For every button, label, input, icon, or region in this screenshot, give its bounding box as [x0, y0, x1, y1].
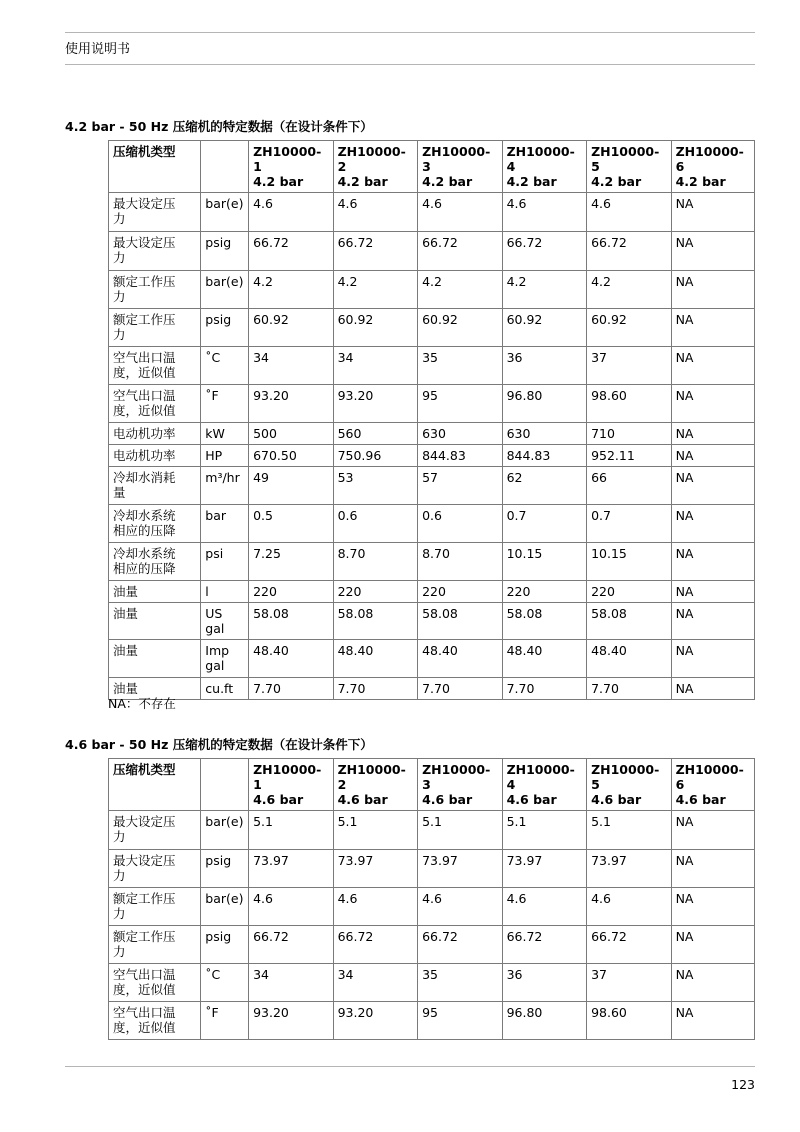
- value-cell: 35: [418, 964, 503, 1002]
- value-cell: 4.2: [587, 271, 672, 309]
- unit-cell: ˚C: [201, 347, 249, 385]
- value-cell: 48.40: [418, 640, 503, 678]
- table-row: [109, 603, 755, 640]
- parameter-cell: 油量: [109, 581, 201, 603]
- value-cell: 93.20: [249, 385, 334, 423]
- value-cell: 4.6: [249, 193, 334, 232]
- parameter-cell: 空气出口温 度，近似值: [109, 385, 201, 423]
- spec-table-4-6-bar: [108, 758, 755, 1040]
- column-header: [201, 141, 249, 193]
- value-cell: 48.40: [502, 640, 587, 678]
- unit-cell: kW: [201, 423, 249, 445]
- value-cell: 73.97: [249, 850, 334, 888]
- value-cell: 62: [502, 467, 587, 505]
- table-row: [109, 581, 755, 603]
- table-row: [109, 385, 755, 423]
- table-row: [109, 467, 755, 505]
- value-cell: 93.20: [333, 1002, 418, 1040]
- header-top-rule: [65, 32, 755, 33]
- value-cell: NA: [671, 603, 754, 640]
- footer-rule: [65, 1066, 755, 1067]
- column-header: 压缩机类型: [109, 759, 201, 811]
- value-cell: 7.70: [333, 678, 418, 700]
- table-row: [109, 811, 755, 850]
- value-cell: 10.15: [587, 543, 672, 581]
- value-cell: NA: [671, 505, 754, 543]
- value-cell: 220: [587, 581, 672, 603]
- value-cell: 220: [418, 581, 503, 603]
- parameter-cell: 冷却水系统 相应的压降: [109, 543, 201, 581]
- unit-cell: bar(e): [201, 811, 249, 850]
- value-cell: NA: [671, 423, 754, 445]
- value-cell: 73.97: [587, 850, 672, 888]
- value-cell: 34: [333, 964, 418, 1002]
- na-note: NA：不存在: [108, 696, 176, 711]
- value-cell: 66: [587, 467, 672, 505]
- value-cell: NA: [671, 467, 754, 505]
- unit-cell: m³/hr: [201, 467, 249, 505]
- column-header: ZH10000-6 4.6 bar: [671, 759, 754, 811]
- value-cell: NA: [671, 543, 754, 581]
- value-cell: NA: [671, 640, 754, 678]
- value-cell: 34: [249, 347, 334, 385]
- value-cell: 58.08: [418, 603, 503, 640]
- column-header: [201, 759, 249, 811]
- unit-cell: Imp gal: [201, 640, 249, 678]
- table-row: [109, 543, 755, 581]
- value-cell: 4.6: [249, 888, 334, 926]
- value-cell: 4.2: [502, 271, 587, 309]
- value-cell: 48.40: [333, 640, 418, 678]
- value-cell: 4.6: [333, 193, 418, 232]
- spec-table-4-2-bar: [108, 140, 755, 700]
- value-cell: NA: [671, 385, 754, 423]
- column-header: ZH10000-1 4.2 bar: [249, 141, 334, 193]
- value-cell: 58.08: [249, 603, 334, 640]
- value-cell: 0.5: [249, 505, 334, 543]
- value-cell: 4.6: [587, 193, 672, 232]
- parameter-cell: 空气出口温 度，近似值: [109, 347, 201, 385]
- value-cell: 60.92: [418, 309, 503, 347]
- parameter-cell: 最大设定压 力: [109, 232, 201, 271]
- value-cell: 7.70: [418, 678, 503, 700]
- value-cell: 4.6: [502, 888, 587, 926]
- unit-cell: ˚F: [201, 1002, 249, 1040]
- parameter-cell: 冷却水系统 相应的压降: [109, 505, 201, 543]
- unit-cell: ˚F: [201, 385, 249, 423]
- value-cell: 220: [333, 581, 418, 603]
- value-cell: 49: [249, 467, 334, 505]
- value-cell: 4.6: [502, 193, 587, 232]
- value-cell: 58.08: [502, 603, 587, 640]
- value-cell: 53: [333, 467, 418, 505]
- column-header: ZH10000-3 4.2 bar: [418, 141, 503, 193]
- table-row: [109, 640, 755, 678]
- value-cell: 36: [502, 347, 587, 385]
- parameter-cell: 最大设定压 力: [109, 811, 201, 850]
- value-cell: 500: [249, 423, 334, 445]
- table-row: [109, 423, 755, 445]
- value-cell: NA: [671, 811, 754, 850]
- value-cell: NA: [671, 888, 754, 926]
- value-cell: 7.25: [249, 543, 334, 581]
- value-cell: 73.97: [333, 850, 418, 888]
- parameter-cell: 最大设定压 力: [109, 193, 201, 232]
- value-cell: NA: [671, 193, 754, 232]
- value-cell: 66.72: [418, 232, 503, 271]
- parameter-cell: 油量: [109, 640, 201, 678]
- parameter-cell: 最大设定压 力: [109, 850, 201, 888]
- value-cell: 66.72: [502, 232, 587, 271]
- value-cell: 10.15: [502, 543, 587, 581]
- parameter-cell: 电动机功率: [109, 445, 201, 467]
- value-cell: 4.6: [587, 888, 672, 926]
- column-header: ZH10000-3 4.6 bar: [418, 759, 503, 811]
- unit-cell: bar(e): [201, 271, 249, 309]
- value-cell: 844.83: [502, 445, 587, 467]
- value-cell: 98.60: [587, 385, 672, 423]
- value-cell: 57: [418, 467, 503, 505]
- table-row: [109, 926, 755, 964]
- column-header: ZH10000-1 4.6 bar: [249, 759, 334, 811]
- unit-cell: ˚C: [201, 964, 249, 1002]
- unit-cell: cu.ft: [201, 678, 249, 700]
- value-cell: NA: [671, 926, 754, 964]
- parameter-cell: 油量: [109, 678, 201, 700]
- unit-cell: psig: [201, 232, 249, 271]
- value-cell: 73.97: [418, 850, 503, 888]
- parameter-cell: 空气出口温 度，近似值: [109, 964, 201, 1002]
- value-cell: 4.2: [333, 271, 418, 309]
- value-cell: 7.70: [249, 678, 334, 700]
- unit-cell: bar(e): [201, 193, 249, 232]
- header-bottom-rule: [65, 64, 755, 65]
- value-cell: 37: [587, 347, 672, 385]
- value-cell: 0.6: [418, 505, 503, 543]
- value-cell: 8.70: [333, 543, 418, 581]
- value-cell: NA: [671, 309, 754, 347]
- value-cell: 4.2: [418, 271, 503, 309]
- value-cell: 670.50: [249, 445, 334, 467]
- value-cell: 48.40: [587, 640, 672, 678]
- value-cell: 66.72: [249, 926, 334, 964]
- unit-cell: psig: [201, 926, 249, 964]
- value-cell: 48.40: [249, 640, 334, 678]
- parameter-cell: 额定工作压 力: [109, 888, 201, 926]
- value-cell: NA: [671, 445, 754, 467]
- table-row: [109, 193, 755, 232]
- value-cell: 4.2: [249, 271, 334, 309]
- table-row: [109, 309, 755, 347]
- value-cell: 66.72: [249, 232, 334, 271]
- table-row: [109, 888, 755, 926]
- value-cell: 710: [587, 423, 672, 445]
- value-cell: 58.08: [587, 603, 672, 640]
- value-cell: 34: [249, 964, 334, 1002]
- value-cell: 66.72: [587, 926, 672, 964]
- value-cell: 60.92: [587, 309, 672, 347]
- value-cell: 93.20: [333, 385, 418, 423]
- column-header: ZH10000-6 4.2 bar: [671, 141, 754, 193]
- value-cell: NA: [671, 678, 754, 700]
- value-cell: 73.97: [502, 850, 587, 888]
- value-cell: 96.80: [502, 1002, 587, 1040]
- unit-cell: bar(e): [201, 888, 249, 926]
- parameter-cell: 油量: [109, 603, 201, 640]
- value-cell: 5.1: [249, 811, 334, 850]
- value-cell: 220: [502, 581, 587, 603]
- unit-cell: psig: [201, 850, 249, 888]
- unit-cell: psi: [201, 543, 249, 581]
- table-row: [109, 271, 755, 309]
- value-cell: 93.20: [249, 1002, 334, 1040]
- value-cell: 37: [587, 964, 672, 1002]
- value-cell: 5.1: [502, 811, 587, 850]
- value-cell: 7.70: [587, 678, 672, 700]
- value-cell: 750.96: [333, 445, 418, 467]
- value-cell: 66.72: [333, 232, 418, 271]
- value-cell: NA: [671, 850, 754, 888]
- value-cell: 95: [418, 385, 503, 423]
- value-cell: NA: [671, 1002, 754, 1040]
- value-cell: 4.6: [418, 193, 503, 232]
- page-number: 123: [731, 1077, 755, 1092]
- parameter-cell: 空气出口温 度，近似值: [109, 1002, 201, 1040]
- column-header: ZH10000-5 4.6 bar: [587, 759, 672, 811]
- parameter-cell: 电动机功率: [109, 423, 201, 445]
- value-cell: 96.80: [502, 385, 587, 423]
- value-cell: 60.92: [333, 309, 418, 347]
- value-cell: 34: [333, 347, 418, 385]
- value-cell: 36: [502, 964, 587, 1002]
- value-cell: 35: [418, 347, 503, 385]
- value-cell: 630: [502, 423, 587, 445]
- value-cell: 66.72: [502, 926, 587, 964]
- value-cell: 58.08: [333, 603, 418, 640]
- value-cell: 4.6: [418, 888, 503, 926]
- value-cell: 5.1: [418, 811, 503, 850]
- value-cell: NA: [671, 581, 754, 603]
- section-title-4-2-bar: 4.2 bar - 50 Hz 压缩机的特定数据（在设计条件下）: [65, 119, 373, 134]
- section-title-4-6-bar: 4.6 bar - 50 Hz 压缩机的特定数据（在设计条件下）: [65, 737, 373, 752]
- value-cell: 66.72: [587, 232, 672, 271]
- value-cell: 952.11: [587, 445, 672, 467]
- value-cell: 560: [333, 423, 418, 445]
- value-cell: 0.7: [502, 505, 587, 543]
- table-row: [109, 505, 755, 543]
- unit-cell: l: [201, 581, 249, 603]
- value-cell: 98.60: [587, 1002, 672, 1040]
- table-row: [109, 445, 755, 467]
- parameter-cell: 额定工作压 力: [109, 309, 201, 347]
- value-cell: 66.72: [333, 926, 418, 964]
- table-header-row: [109, 141, 755, 193]
- value-cell: 66.72: [418, 926, 503, 964]
- document-title: 使用说明书: [65, 42, 131, 57]
- table-row: [109, 850, 755, 888]
- column-header: ZH10000-5 4.2 bar: [587, 141, 672, 193]
- parameter-cell: 额定工作压 力: [109, 271, 201, 309]
- value-cell: 630: [418, 423, 503, 445]
- value-cell: 0.7: [587, 505, 672, 543]
- unit-cell: US gal: [201, 603, 249, 640]
- parameter-cell: 额定工作压 力: [109, 926, 201, 964]
- table-row: [109, 964, 755, 1002]
- column-header: ZH10000-2 4.2 bar: [333, 141, 418, 193]
- value-cell: NA: [671, 232, 754, 271]
- value-cell: NA: [671, 964, 754, 1002]
- value-cell: 60.92: [502, 309, 587, 347]
- value-cell: 220: [249, 581, 334, 603]
- table-row: [109, 1002, 755, 1040]
- value-cell: 0.6: [333, 505, 418, 543]
- value-cell: 95: [418, 1002, 503, 1040]
- value-cell: 4.6: [333, 888, 418, 926]
- table-row: [109, 232, 755, 271]
- unit-cell: HP: [201, 445, 249, 467]
- value-cell: 8.70: [418, 543, 503, 581]
- value-cell: NA: [671, 271, 754, 309]
- unit-cell: psig: [201, 309, 249, 347]
- column-header: 压缩机类型: [109, 141, 201, 193]
- value-cell: NA: [671, 347, 754, 385]
- value-cell: 7.70: [502, 678, 587, 700]
- value-cell: 5.1: [587, 811, 672, 850]
- column-header: ZH10000-4 4.2 bar: [502, 141, 587, 193]
- column-header: ZH10000-4 4.6 bar: [502, 759, 587, 811]
- unit-cell: bar: [201, 505, 249, 543]
- table-row: [109, 678, 755, 700]
- table-header-row: [109, 759, 755, 811]
- parameter-cell: 冷却水消耗 量: [109, 467, 201, 505]
- value-cell: 60.92: [249, 309, 334, 347]
- column-header: ZH10000-2 4.6 bar: [333, 759, 418, 811]
- table-row: [109, 347, 755, 385]
- value-cell: 844.83: [418, 445, 503, 467]
- value-cell: 5.1: [333, 811, 418, 850]
